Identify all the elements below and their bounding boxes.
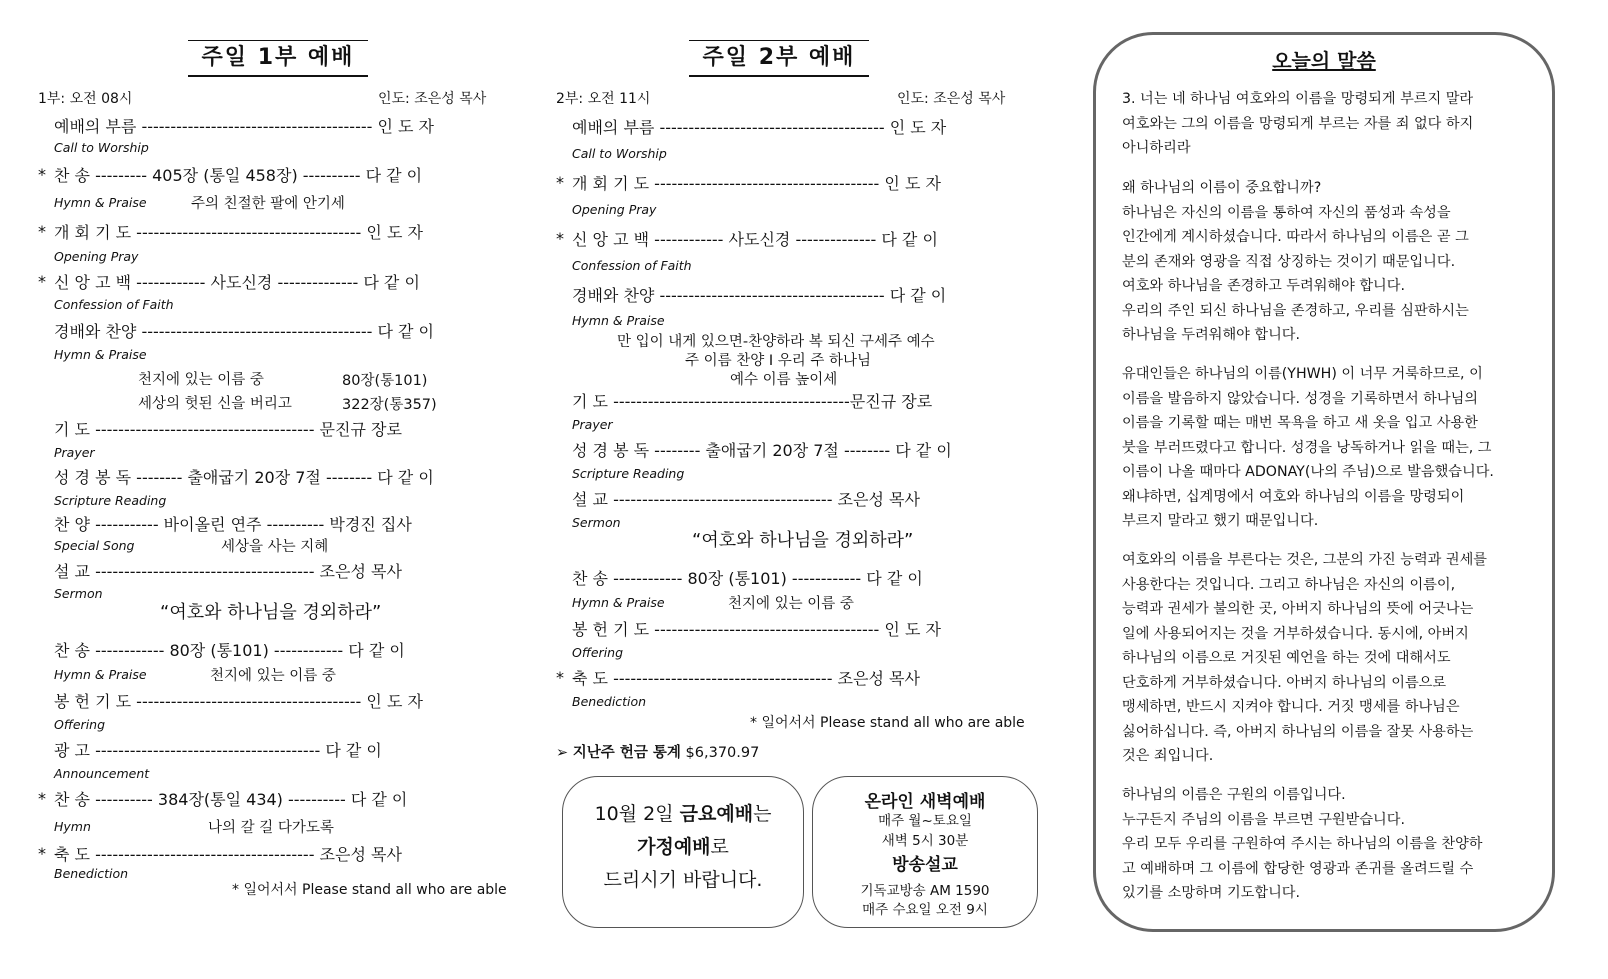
standing-mark: *: [38, 272, 46, 291]
order-subtitle: Call to Worship: [54, 140, 149, 155]
offering-amount: $6,370.97: [685, 745, 760, 761]
order-line: 설 교 -------------------------------------- 조은성 목사: [54, 562, 402, 581]
order-item: [38, 738, 382, 761]
online-days: 매주 월~토요일: [878, 813, 972, 829]
order-subtitle: Confession of Faith: [572, 258, 692, 273]
text-line: 능력과 권세가 불의한 곳, 아버지 하나님의 뜻에 어긋나는: [1122, 601, 1474, 617]
order-line: 예배의 부름 ---------------------------------------- 인 도 자: [54, 117, 435, 136]
text-line: 것은 죄입니다.: [1122, 748, 1214, 764]
text-line: 붓을 부러뜨렸다고 합니다. 성경을 낭독하거나 읽을 때는, 그: [1122, 439, 1492, 456]
order-item: [38, 787, 407, 810]
order-line: 축 도 -------------------------------------- 조은성 목사: [572, 669, 920, 688]
order-item: [38, 270, 420, 293]
order-item: [556, 438, 952, 461]
service2-title: 주일 2부 예배: [689, 40, 869, 77]
hymn-title: 세상의 헛된 신을 버리고: [138, 396, 292, 412]
praise-song-line: 예수 이름 높이세: [730, 372, 838, 388]
order-subtitle: Announcement: [54, 766, 150, 781]
order-item: [38, 842, 402, 865]
text-line: 사용한다는 것입니다. 그리고 하나님은 자신의 이름이,: [1122, 576, 1456, 593]
order-item: [556, 617, 941, 640]
home-worship-emphasis: 가정예배: [637, 836, 711, 858]
order-line: 찬 송 ------------ 80장 (통101) ------------ 다 같 이: [572, 569, 923, 588]
order-item: [556, 666, 920, 689]
todays-word-title: 오늘의 말씀: [1272, 49, 1376, 73]
todays-word-panel: [1093, 32, 1555, 932]
arrow-icon: ➢: [556, 745, 569, 761]
order-line: 경배와 찬양 --------------------------------------- 다 같 이: [572, 286, 947, 305]
order-line: 기 도 -------------------------------------- 문진규 장로: [54, 420, 402, 439]
standing-mark: *: [38, 222, 46, 241]
order-line: 개 회 기 도 --------------------------------------- 인 도 자: [54, 223, 423, 242]
order-item: [38, 114, 434, 137]
text-line: 유대인들은 하나님의 이름(YHWH) 이 너무 거룩하므로, 이: [1122, 366, 1483, 382]
text-line: 왜냐하면, 십계명에서 여호와 하나님의 이름을 망령되이: [1122, 488, 1465, 505]
standing-mark: *: [38, 844, 46, 863]
text-line: 싫어하십니다. 즉, 아버지 하나님의 이름을 잘못 사용하는: [1122, 723, 1474, 740]
order-line: 축 도 -------------------------------------- 조은성 목사: [54, 845, 402, 864]
online-dawn-service-box: [812, 776, 1038, 928]
order-subtitle: Prayer: [54, 445, 95, 460]
service2-time: 2부: 오전 11시: [556, 91, 651, 107]
offering-stats: [556, 741, 759, 762]
order-line: 찬 송 ------------ 80장 (통101) ------------ 다 같 이: [54, 641, 405, 660]
text-line: 누구든지 주님의 이름을 부르면 구원받습니다.: [1122, 811, 1405, 828]
order-subtitle: Hymn & Praise: [54, 667, 147, 682]
text-line: 있기를 소망하며 기도합니다.: [1122, 885, 1300, 901]
order-line: 성 경 봉 독 -------- 출애굽기 20장 7절 -------- 다 같 이: [54, 468, 434, 487]
standing-mark: *: [38, 165, 46, 184]
hymn-title: 나의 갈 길 다가도록: [208, 820, 334, 836]
text-line: 이름이 나올 때마다 ADONAY(나의 주님)으로 발음했습니다.: [1122, 464, 1494, 480]
hymn-title: 주의 친절한 팔에 안기세: [191, 196, 345, 212]
text-line: 단호하게 거부하셨습니다. 아버지 하나님의 이름으로: [1122, 674, 1447, 691]
order-item: [556, 115, 946, 138]
service1-column: [38, 36, 518, 936]
order-item: [556, 487, 920, 510]
text-line: 맹세하면, 반드시 지켜야 합니다. 거짓 맹세를 하나님은: [1122, 699, 1460, 715]
text-line: 하나님의 이름은 구원의 이름입니다.: [1122, 787, 1346, 803]
order-line: 찬 양 ----------- 바이올린 연주 ---------- 박경진 집사: [54, 515, 412, 534]
order-subtitle: Scripture Reading: [54, 493, 167, 508]
online-time: 새벽 5시 30분: [881, 833, 969, 849]
order-line: 설 교 -------------------------------------- 조은성 목사: [572, 490, 920, 509]
order-item: [38, 319, 434, 342]
hymn-title: 천지에 있는 이름 중: [138, 372, 264, 388]
order-subtitle: Benediction: [54, 866, 129, 881]
order-subtitle: Prayer: [572, 417, 613, 432]
word-paragraph-2: [1122, 176, 1532, 348]
friday-line1: [563, 799, 803, 826]
text-line: 하나님을 두려워해야 합니다.: [1122, 327, 1300, 343]
order-subtitle: Confession of Faith: [54, 297, 174, 312]
word-paragraph-4: [1122, 548, 1532, 769]
text-line: 우리 모두 우리를 구원하여 주시는 하나님의 이름을 찬양하: [1122, 836, 1483, 852]
text-line: 분의 존재와 영광을 직접 상징하는 것이기 때문입니다.: [1122, 253, 1456, 270]
service1-time: 1부: 오전 08시: [38, 91, 133, 107]
order-subtitle: Scripture Reading: [572, 466, 685, 481]
friday-suffix2: 로: [710, 836, 729, 858]
order-line: 신 앙 고 백 ------------ 사도신경 -------------- 다 같 이: [572, 230, 938, 249]
service1-leader: 인도: 조은성 목사: [378, 91, 487, 107]
order-subtitle: Hymn & Praise: [54, 195, 147, 210]
hymn-title: 천지에 있는 이름 중: [728, 596, 854, 612]
praise-song-line: 만 입이 내게 있으면-찬양하라 복 되신 구세주 예수: [617, 334, 935, 350]
friday-emphasis: 금요예배: [679, 803, 754, 825]
friday-service-notice: [562, 776, 804, 928]
order-item: [38, 417, 402, 440]
text-line: 이름을 발음하지 않았습니다. 성경을 기록하면서 하나님의: [1122, 390, 1478, 407]
text-line: 하나님은 자신의 이름을 통하여 자신의 품성과 속성을: [1122, 204, 1451, 221]
friday-line3: 드리시기 바랍니다.: [603, 869, 763, 891]
order-item: [38, 220, 423, 243]
order-subtitle: Offering: [54, 717, 106, 732]
hymn-title: 천지에 있는 이름 중: [210, 668, 336, 684]
friday-suffix: 는: [753, 803, 772, 825]
service2-leader: 인도: 조은성 목사: [897, 91, 1006, 107]
online-title: 온라인 새벽예배: [864, 792, 986, 812]
word-paragraph-5: [1122, 783, 1532, 906]
offering-label: 지난주 헌금 통계: [572, 745, 681, 761]
order-line: 신 앙 고 백 ------------ 사도신경 -------------- 다 같 이: [54, 273, 420, 292]
text-line: 부르지 말라고 했기 때문입니다.: [1122, 513, 1319, 529]
order-subtitle: Benediction: [572, 694, 647, 709]
hymn-number: 322장(통357): [342, 397, 437, 413]
order-item: [38, 163, 422, 186]
special-song-title: 세상을 사는 지혜: [221, 539, 329, 555]
friday-line2: [563, 832, 803, 859]
order-subtitle: Opening Pray: [54, 249, 139, 264]
broadcast-time: 매주 수요일 오전 9시: [862, 902, 988, 918]
text-line: 이름을 기록할 때는 매번 목욕을 하고 새 옷을 입고 사용한: [1122, 415, 1478, 431]
order-item: [38, 638, 405, 661]
order-subtitle: Call to Worship: [572, 146, 667, 161]
text-line: 인간에게 계시하셨습니다. 따라서 하나님의 이름은 곧 그: [1122, 229, 1469, 245]
hymn-number: 80장(통101): [342, 373, 428, 389]
sermon-title: “여호와 하나님을 경외하라”: [692, 530, 914, 551]
text-line: 일에 사용되어지는 것을 거부하셨습니다. 동시에, 아버지: [1122, 625, 1469, 642]
order-line: 성 경 봉 독 -------- 출애굽기 20장 7절 -------- 다 같 이: [572, 441, 952, 460]
standing-mark: *: [556, 668, 564, 687]
word-paragraph-3: [1122, 362, 1532, 534]
stand-note: * 일어서서 Please stand all who are able: [750, 715, 1025, 731]
text-line: 고 예배하며 그 이름에 합당한 영광과 존귀를 올려드릴 수: [1122, 860, 1474, 877]
order-line: 봉 헌 기 도 --------------------------------------- 인 도 자: [54, 692, 423, 711]
order-line: 찬 송 ---------- 384장(통일 434) ---------- 다 같 이: [54, 790, 408, 809]
text-line: 3. 너는 네 하나님 여호와의 이름을 망령되게 부르지 말라: [1122, 91, 1474, 107]
order-line: 찬 송 --------- 405장 (통일 458장) ---------- 다 같 이: [54, 166, 423, 185]
order-subtitle: Hymn: [54, 819, 91, 834]
text-line: 여호와는 그의 이름을 망령되게 부르는 자를 죄 없다 하지: [1122, 115, 1474, 132]
order-item: [556, 227, 938, 250]
text-line: 아니하리라: [1122, 140, 1191, 156]
order-item: [38, 689, 423, 712]
broadcast-title: 방송설교: [892, 855, 958, 875]
broadcast-station: 기독교방송 AM 1590: [860, 883, 990, 899]
order-line: 광 고 --------------------------------------- 다 같 이: [54, 741, 382, 760]
order-subtitle: Opening Pray: [572, 202, 657, 217]
friday-date: 10월 2일: [594, 803, 680, 825]
praise-song-line: 주 이름 찬양 I 우리 주 하나님: [685, 353, 872, 369]
text-line: 우리의 주인 되신 하나님을 존경하고, 우리를 심판하시는: [1122, 302, 1469, 319]
order-line: 봉 헌 기 도 --------------------------------------- 인 도 자: [572, 620, 941, 639]
standing-mark: *: [38, 789, 46, 808]
order-item: [556, 566, 923, 589]
text-line: 여호와의 이름을 부른다는 것은, 그분의 가진 능력과 권세를: [1122, 552, 1488, 568]
order-line: 기 도 -----------------------------------------문진규 장로: [572, 392, 933, 411]
order-subtitle: Sermon: [54, 586, 103, 601]
order-subtitle: Special Song: [54, 538, 135, 553]
text-line: 하나님의 이름으로 거짓된 예언을 하는 것에 대해서도: [1122, 650, 1451, 666]
order-item: [556, 389, 932, 412]
order-subtitle: Offering: [572, 645, 624, 660]
order-line: 개 회 기 도 --------------------------------------- 인 도 자: [572, 174, 941, 193]
order-subtitle: Sermon: [572, 515, 621, 530]
order-line: 예배의 부름 --------------------------------------- 인 도 자: [572, 118, 947, 137]
service1-title: 주일 1부 예배: [188, 40, 368, 77]
text-line: 왜 하나님의 이름이 중요합니까?: [1122, 180, 1322, 196]
order-line: 경배와 찬양 ---------------------------------------- 다 같 이: [54, 322, 435, 341]
order-item: [38, 465, 434, 488]
order-item: [38, 559, 402, 582]
stand-note: * 일어서서 Please stand all who are able: [232, 882, 507, 898]
standing-mark: *: [556, 229, 564, 248]
word-paragraph-1: [1122, 87, 1532, 161]
order-item: [556, 283, 946, 306]
text-line: 여호와 하나님을 존경하고 두려워해야 합니다.: [1122, 278, 1405, 294]
standing-mark: *: [556, 173, 564, 192]
order-subtitle: Hymn & Praise: [54, 347, 147, 362]
sermon-title: “여호와 하나님을 경외하라”: [160, 602, 382, 623]
order-item: [38, 512, 412, 535]
order-subtitle: Hymn & Praise: [572, 313, 665, 328]
order-item: [556, 171, 941, 194]
order-subtitle: Hymn & Praise: [572, 595, 665, 610]
